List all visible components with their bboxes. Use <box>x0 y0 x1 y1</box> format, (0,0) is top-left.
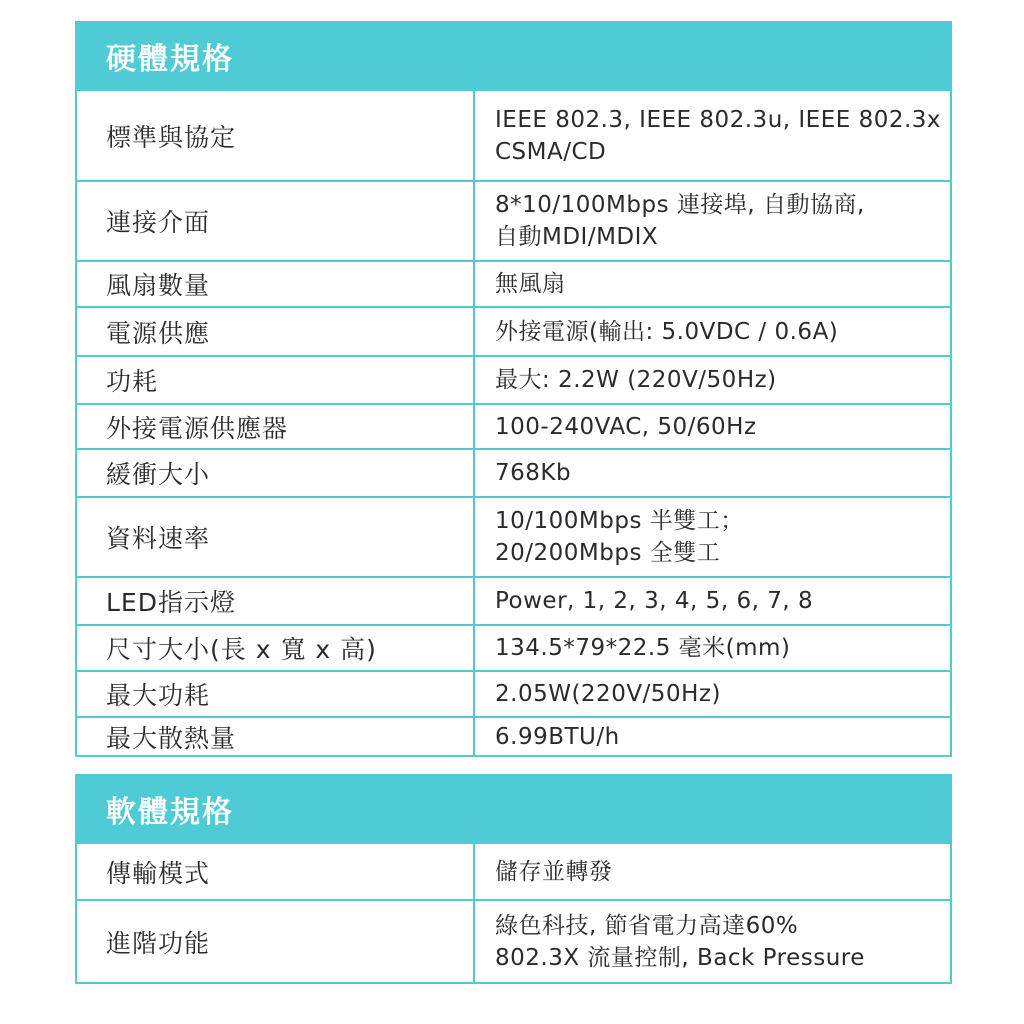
spec-value <box>475 901 950 982</box>
spec-value-line: 儲存並轉發 <box>495 858 613 885</box>
spec-value-line: 6.99BTU/h <box>495 723 620 750</box>
software-spec-table <box>75 774 952 984</box>
spec-row-adapter <box>77 403 950 448</box>
spec-value-line: 8*10/100Mbps 連接埠, 自動協商, <box>495 192 865 218</box>
spec-row-heat-dissipation <box>77 716 950 755</box>
spec-row-data-rate <box>77 496 950 576</box>
spec-value-line: IEEE 802.3, IEEE 802.3u, IEEE 802.3x <box>495 106 942 133</box>
spec-label: 最大散熱量 <box>77 718 475 755</box>
spec-label: 最大功耗 <box>77 672 475 716</box>
spec-value <box>475 91 950 180</box>
spec-value <box>475 578 950 624</box>
spec-value-line: 外接電源(輸出: 5.0VDC / 0.6A) <box>495 318 839 345</box>
spec-label: 緩衝大小 <box>77 450 475 496</box>
spec-value-line: 100-240VAC, 50/60Hz <box>495 413 757 440</box>
spec-row-advanced-features <box>77 899 950 982</box>
hardware-spec-title: 硬體規格 <box>77 23 950 89</box>
spec-label: 功耗 <box>77 357 475 403</box>
spec-value <box>475 357 950 403</box>
spec-row-dimensions <box>77 624 950 670</box>
spec-label: 進階功能 <box>77 901 475 982</box>
spec-value <box>475 626 950 670</box>
spec-value-line: CSMA/CD <box>495 138 607 165</box>
spec-row-standards <box>77 89 950 180</box>
software-spec-title: 軟體規格 <box>77 776 950 842</box>
spec-value <box>475 262 950 306</box>
spec-value-line: 802.3X 流量控制, Back Pressure <box>495 944 865 971</box>
spec-value-line: 134.5*79*22.5 毫米(mm) <box>495 635 791 661</box>
spec-value <box>475 182 950 260</box>
hardware-spec-table <box>75 21 952 757</box>
spec-value <box>475 450 950 496</box>
spec-row-power-consumption <box>77 355 950 403</box>
spec-value-line: 2.05W(220V/50Hz) <box>495 681 721 707</box>
spec-value <box>475 498 950 576</box>
spec-row-led <box>77 576 950 624</box>
spec-label: 電源供應 <box>77 308 475 355</box>
spec-value-line: 20/200Mbps 全雙工 <box>495 540 721 566</box>
spec-value <box>475 672 950 716</box>
spec-value-line: 無風扇 <box>495 271 566 297</box>
spec-row-buffer <box>77 448 950 496</box>
spec-row-max-power <box>77 670 950 716</box>
spec-value-line: 768Kb <box>495 460 572 486</box>
spec-value-line: 綠色科技, 節省電力高達60% <box>495 912 799 939</box>
spec-label: 資料速率 <box>77 498 475 576</box>
spec-label: 連接介面 <box>77 182 475 260</box>
spec-label: 外接電源供應器 <box>77 405 475 448</box>
spec-value-line: 自動MDI/MDIX <box>495 224 659 250</box>
spec-row-fans <box>77 260 950 306</box>
spec-row-transfer-mode <box>77 842 950 899</box>
spec-value <box>475 844 950 899</box>
spec-value-line: Power, 1, 2, 3, 4, 5, 6, 7, 8 <box>495 588 814 614</box>
spec-value <box>475 718 950 755</box>
spec-row-interface <box>77 180 950 260</box>
spec-value-line: 10/100Mbps 半雙工； <box>495 508 744 534</box>
spec-label: 標準與協定 <box>77 91 475 180</box>
spec-row-power-supply <box>77 306 950 355</box>
spec-label: 尺寸大小(長 x 寬 x 高) <box>77 626 475 670</box>
spec-label: 風扇數量 <box>77 262 475 306</box>
spec-value <box>475 308 950 355</box>
spec-label: 傳輸模式 <box>77 844 475 899</box>
spec-value <box>475 405 950 448</box>
spec-label: LED指示燈 <box>77 578 475 624</box>
spec-value-line: 最大: 2.2W (220V/50Hz) <box>495 367 777 393</box>
